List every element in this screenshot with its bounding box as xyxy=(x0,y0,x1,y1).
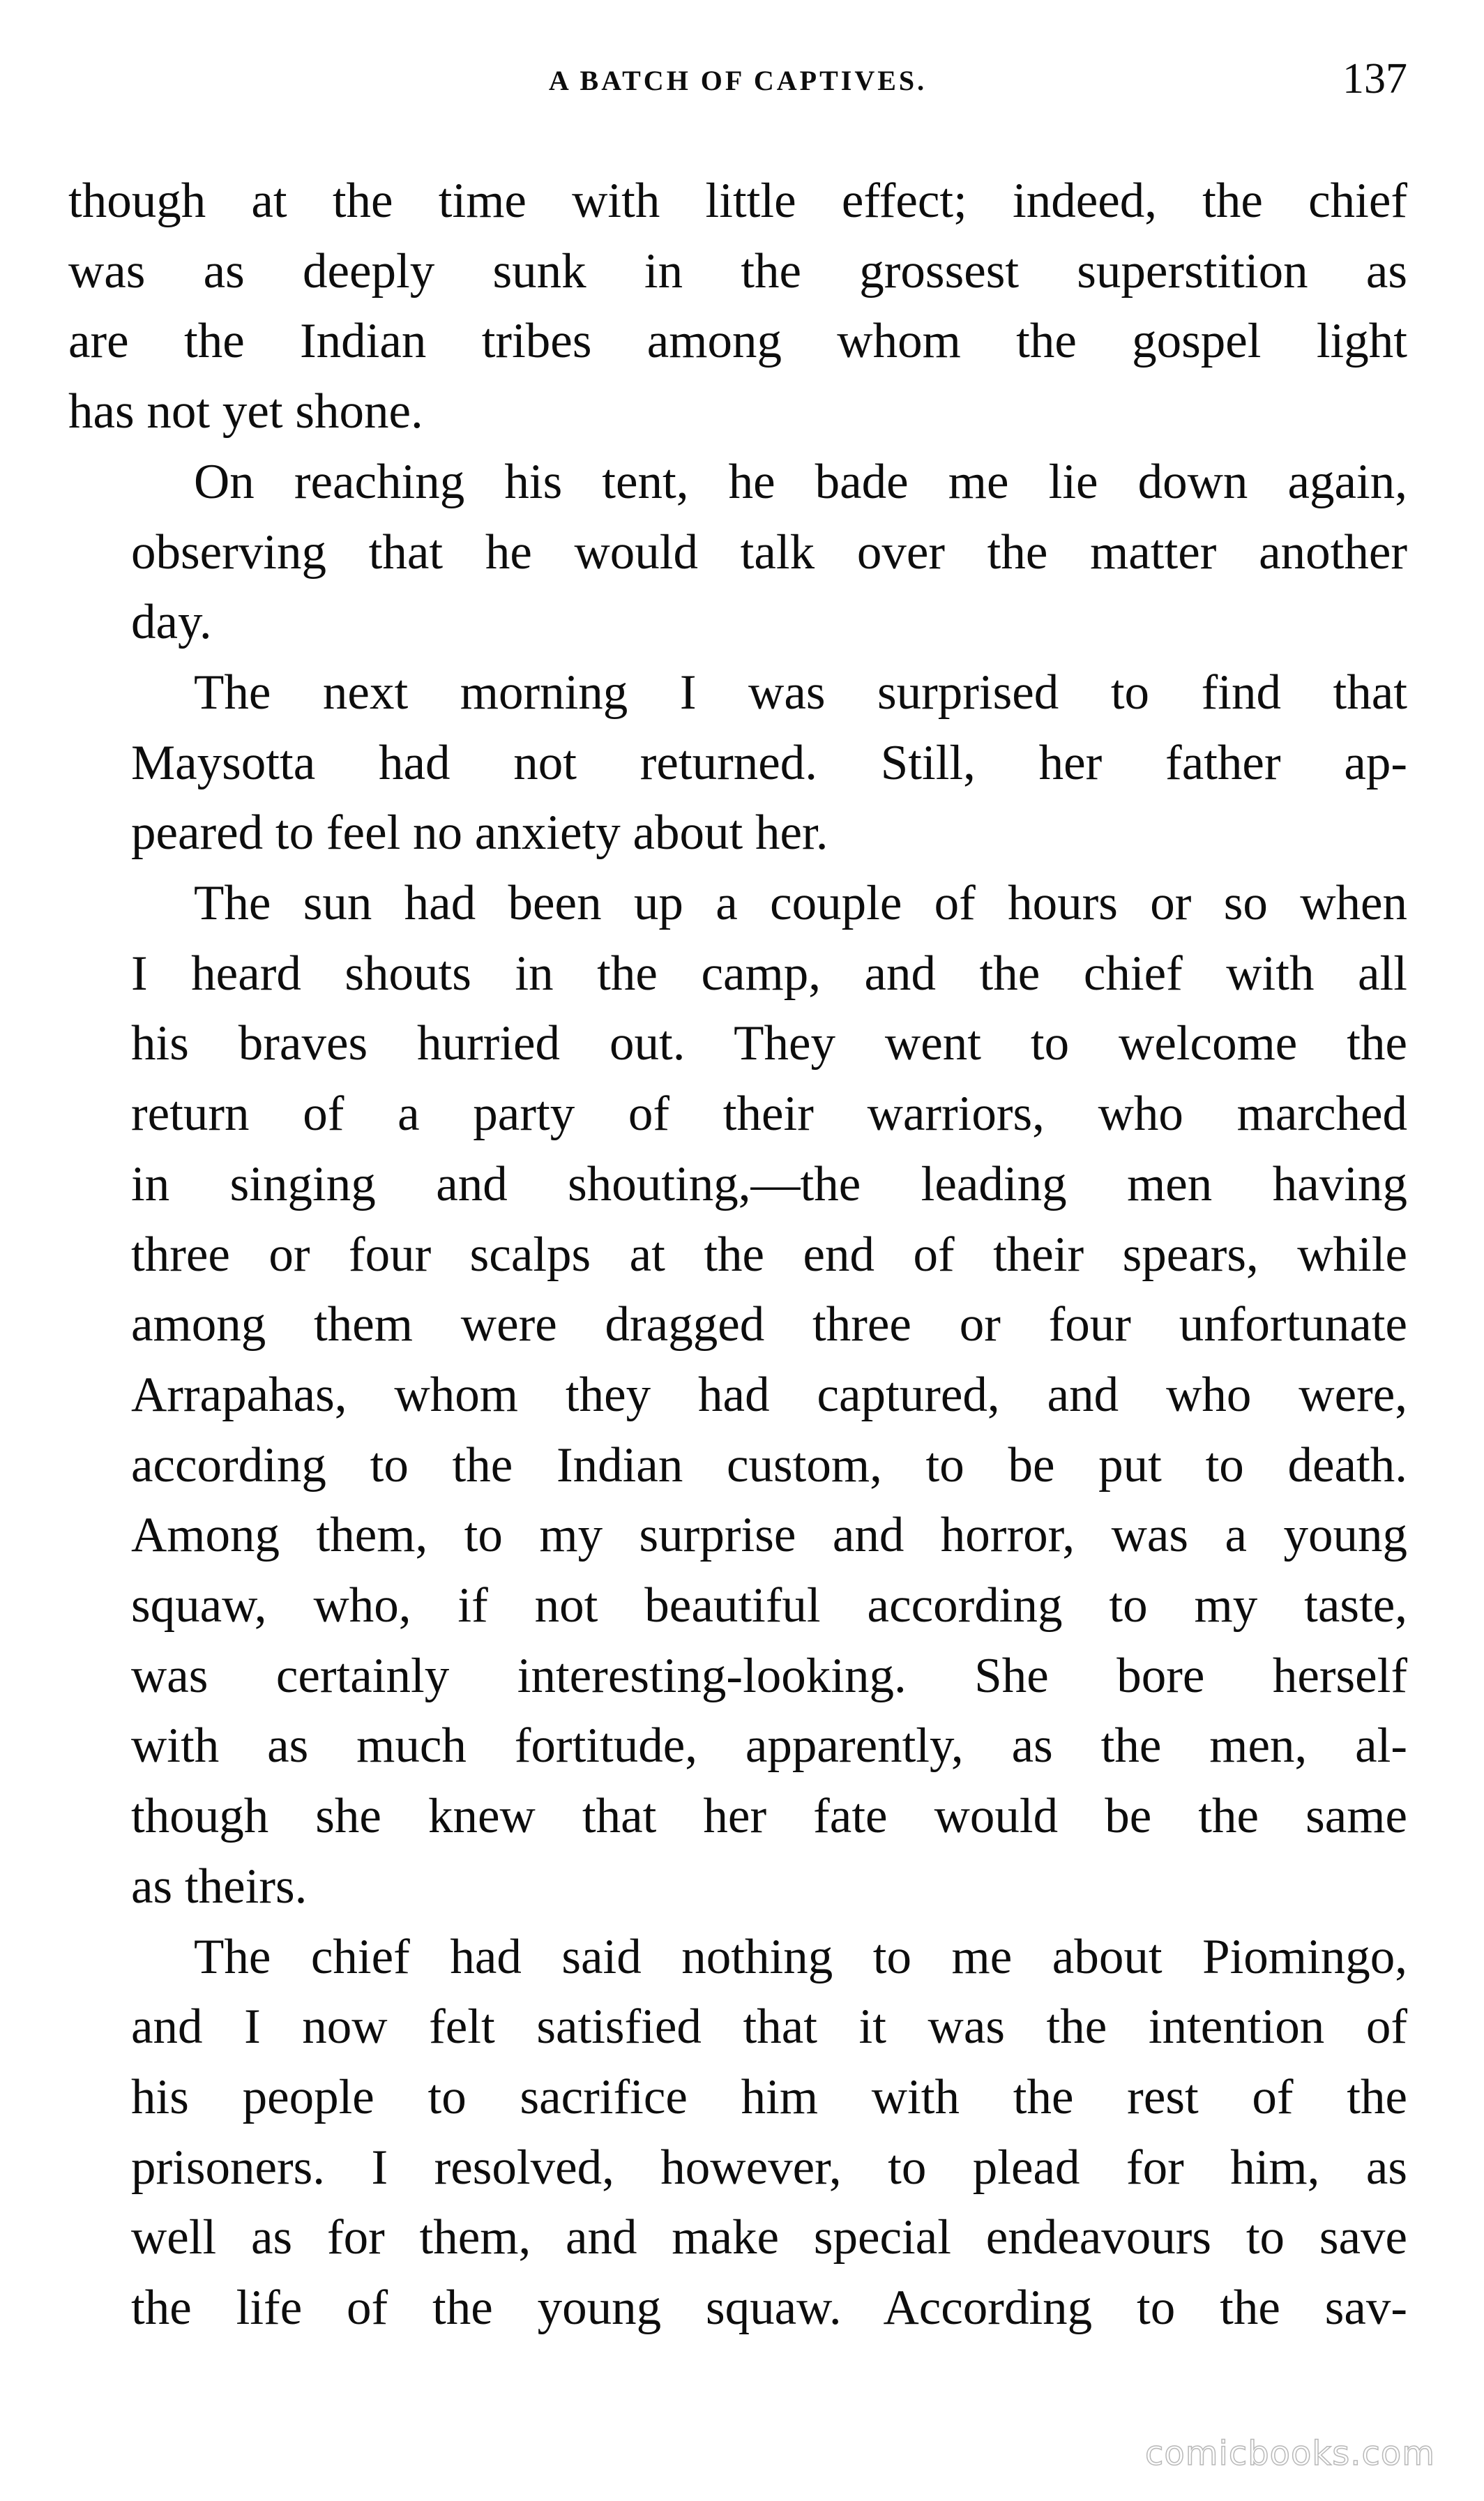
text-line: was certainly interesting-looking. She bore herself xyxy=(131,1648,1407,1703)
text-line: observing that he would talk over the matter another xyxy=(131,524,1407,580)
text-line: The sun had been up a couple of hours or so when xyxy=(194,876,1407,931)
text-line: as theirs. xyxy=(131,1859,308,1914)
paragraph-3 xyxy=(68,658,1407,868)
text-line: are the Indian tribes among whom the gospel light xyxy=(68,314,1407,369)
running-title: A BATCH OF CAPTIVES. xyxy=(548,65,927,96)
watermark: comicbooks.com xyxy=(1144,2434,1435,2473)
text-line: though she knew that her fate would be the same xyxy=(131,1789,1407,1844)
running-head xyxy=(68,54,1407,110)
text-line: peared to feel no anxiety about her. xyxy=(131,806,828,861)
text-line: I heard shouts in the camp, and the chief with all xyxy=(131,946,1407,1001)
text-line: three or four scalps at the end of their spears, while xyxy=(131,1227,1407,1282)
text-line: Arrapahas, whom they had captured, and who were, xyxy=(131,1367,1407,1422)
text-line: his braves hurried out. They went to welcome the xyxy=(131,1016,1407,1071)
paragraph-4 xyxy=(68,868,1407,1922)
text-line: was as deeply sunk in the grossest superstition as xyxy=(68,243,1407,299)
text-line: Maysotta had not returned. Still, her father ap- xyxy=(131,735,1407,790)
text-line: and I now felt satisfied that it was the intention of xyxy=(131,2000,1407,2055)
text-line: with as much fortitude, apparently, as the men, al- xyxy=(131,1718,1407,1774)
text-line: among them were dragged three or four unfortunate xyxy=(131,1297,1407,1352)
text-line: the life of the young squaw. According to the sav- xyxy=(131,2281,1407,2336)
text-line: his people to sacrifice him with the rest of the xyxy=(131,2069,1407,2124)
text-line: return of a party of their warriors, who marched xyxy=(131,1087,1407,1142)
text-line: On reaching his tent, he bade me lie down again, xyxy=(194,454,1407,509)
text-line: has not yet shone. xyxy=(68,384,423,439)
text-line: day. xyxy=(131,595,212,650)
text-line: The next morning I was surprised to find that xyxy=(194,665,1407,720)
text-line: The chief had said nothing to me about Piomingo, xyxy=(194,1929,1407,1984)
text-line: in singing and shouting,—the leading men having xyxy=(131,1156,1407,1211)
body-text xyxy=(68,166,1407,2343)
text-line: squaw, who, if not beautiful according to my taste, xyxy=(131,1578,1407,1633)
paragraph-1 xyxy=(68,166,1407,447)
text-line: Among them, to my surprise and horror, was a young xyxy=(131,1508,1407,1563)
paragraph-2 xyxy=(68,447,1407,658)
page-number: 137 xyxy=(1342,55,1407,103)
text-line: well as for them, and make special endeavours to save xyxy=(131,2210,1407,2265)
text-line: according to the Indian custom, to be put to death. xyxy=(131,1437,1407,1493)
text-line: though at the time with little effect; indeed, the chief xyxy=(68,174,1407,228)
text-line: prisoners. I resolved, however, to plead for him, as xyxy=(131,2140,1407,2195)
paragraph-5 xyxy=(68,1922,1407,2343)
